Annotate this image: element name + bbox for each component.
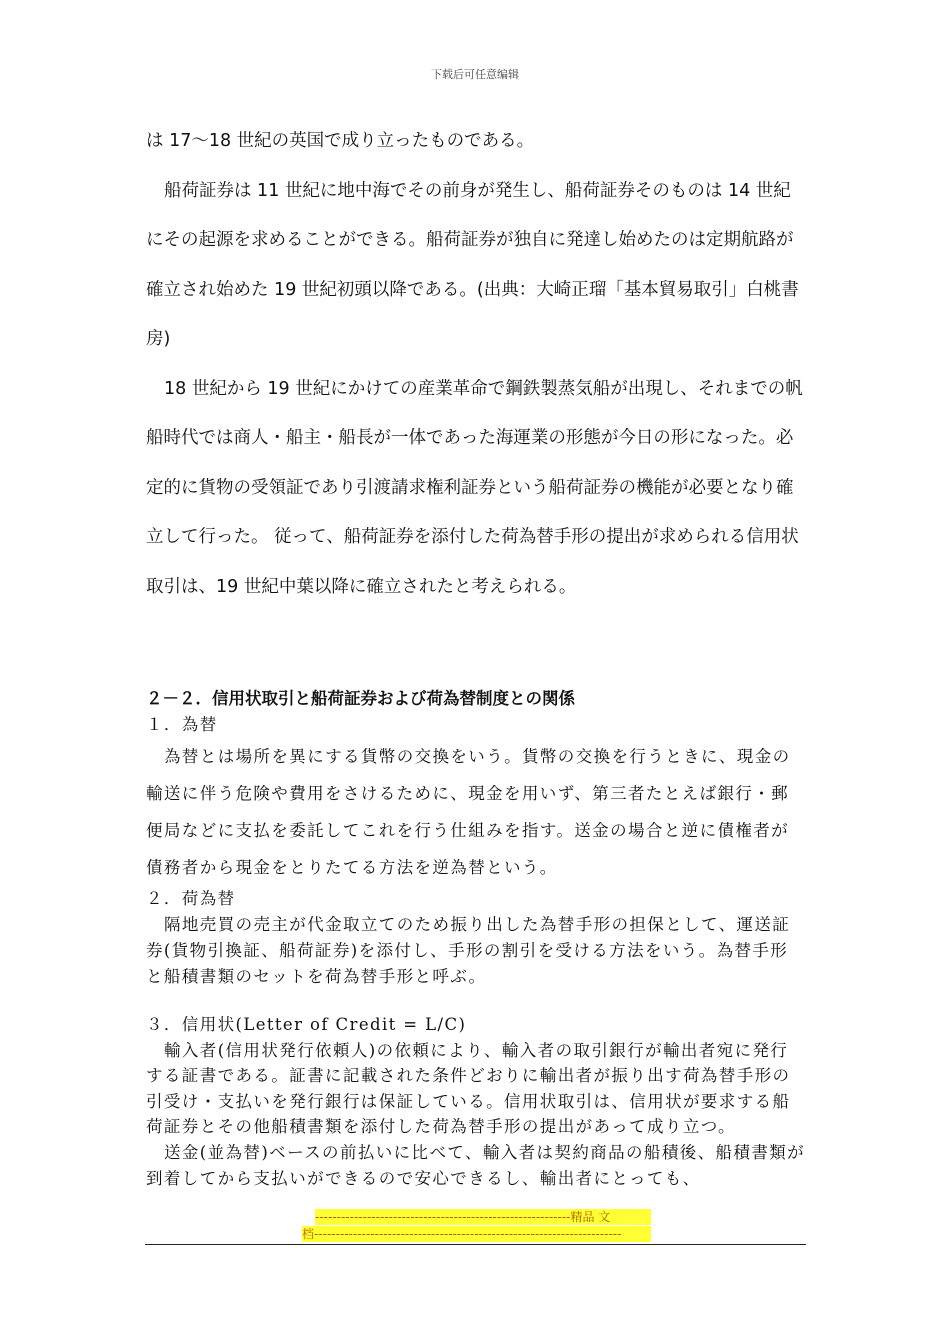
subsection-title-kawase: １．為替 [146, 715, 218, 734]
subsection-kawase-part1 [146, 738, 806, 886]
subsection-nigawase [146, 886, 806, 990]
footer-rule [145, 1244, 806, 1245]
page-header: 下载后可任意编辑 [431, 68, 519, 81]
subsection-body-kawase: 為替とは場所を異にする貨幣の交換をいう。貨幣の交換を行うときに、現金の輸送に伴う危険や費用をさけるために、現金を用いず、第三者たとえば銀行・郵便局などに支払を委託してこれを行う仕組みを指す。送金の場合と逆に債権者が債務者から現金をとりたてる方法を逆為替という。 [146, 747, 791, 877]
subsection-body-shinyojo-1: 輸入者(信用状発行依頼人)の依頼により、輸入者の取引銀行が輸出者宛に発行する証書である。証書に記載された条件どおりに輸出者が振り出す荷為替手形の引受け・支払いを発行銀行は保証している。信用状取引は、信用状が要求する船荷証券とその他船積書類を添付した荷為替手形の提出があって成り立つ。 [146, 1040, 791, 1137]
section-heading: ２－２．信用状取引と船荷証券および荷為替制度との関係 [146, 689, 575, 708]
footer-line-1: -----------------------------------------------------------精品 文 [315, 1209, 651, 1225]
subsection-shinyojo [146, 1012, 806, 1191]
intro-paragraph-2: 船荷証券は 11 世紀に地中海でその前身が発生し、船荷証券そのものは 14 世紀にその起源を求めることができる。船荷証券が独自に発達し始めたのは定期航路が確立され始めた 19 世紀初頭以降である。(出典：大崎正瑠「基本貿易取引」白桃書房) [146, 180, 799, 349]
subsection-kawase-title-wrap [146, 712, 806, 738]
intro-paragraph-3: 18 世紀から 19 世紀にかけての産業革命で鋼鉄製蒸気船が出現し、それまでの帆船時代では商人・船主・船長が一体であった海運業の形態が今日の形になった。必定的に貨物の受領証であり引渡請求権利証券という船荷証券の機能が必要となり確立して行った。 従って、船荷証券を添付した荷為替手形の提出が求められる信用状取引は、19 世紀中葉以降に確立されたと考えられる。 [146, 378, 803, 597]
subsection-body-shinyojo-2: 送金(並為替)ベースの前払いに比べて、輸入者は契約商品の船積後、船積書類が到着してから支払いができるので安心できるし、輸出者にとっても、 [146, 1142, 806, 1188]
subsection-title-shinyojo: ３．信用状(Letter of Credit = L/C) [146, 1015, 467, 1034]
subsection-body-nigawase: 隔地売買の売主が代金取立てのため振り出した為替手形の担保として、運送証券(貨物引換証、船荷証券)を添付し、手形の割引を受ける方法をいう。為替手形と船積書類のセットを荷為替手形と呼ぶ。 [146, 915, 791, 986]
footer-line-2: 档----------------------------------------------------------------------- [302, 1226, 651, 1242]
subsection-title-nigawase: ２．荷為替 [146, 889, 236, 908]
intro-paragraph-1: は 17～18 世紀の英国で成り立ったものである。 [146, 131, 535, 151]
intro-section [146, 117, 806, 612]
